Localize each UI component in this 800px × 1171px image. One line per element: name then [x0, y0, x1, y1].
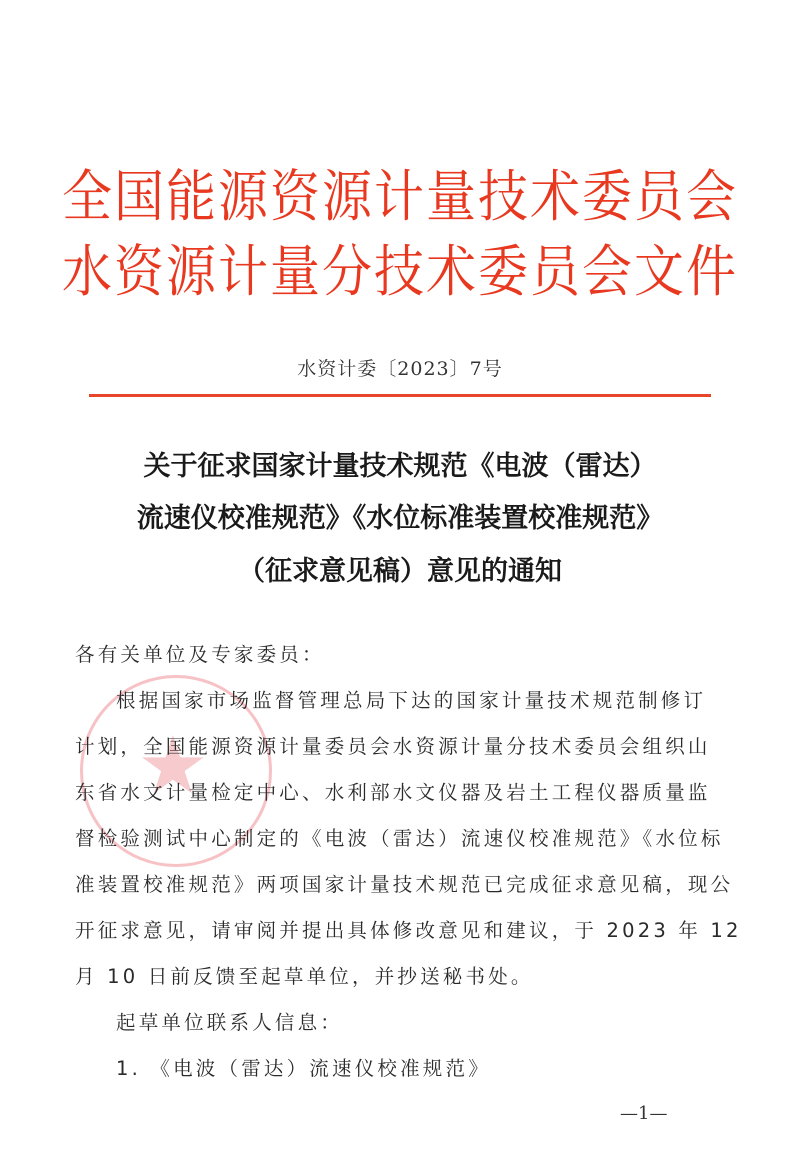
- body-line: 东省水文计量检定中心、水利部水文仪器及岩土工程仪器质量监: [75, 781, 711, 804]
- list-item: 1. 《电波（雷达）流速仪校准规范》: [116, 1057, 491, 1080]
- subject-line-2: 流速仪校准规范》《水位标准装置校准规范》: [136, 503, 664, 534]
- issuer-title-line-2: 水资源计量分技术委员会文件: [62, 239, 738, 305]
- body-line: 督检验测试中心制定的《电波（雷达）流速仪校准规范》《水位标: [75, 827, 724, 850]
- subject-line-3: （征求意见稿）意见的通知: [238, 556, 562, 587]
- body-line: 根据国家市场监督管理总局下达的国家计量技术规范制修订: [116, 689, 707, 712]
- document-number: 水资计委〔2023〕7号: [297, 358, 503, 380]
- salutation: 各有关单位及专家委员：: [75, 643, 325, 666]
- subject-line-1: 关于征求国家计量技术规范《电波（雷达）: [143, 451, 657, 482]
- body-line: 月 10 日前反馈至起草单位，并抄送秘书处。: [75, 965, 534, 988]
- body-line: 准装置校准规范》两项国家计量技术规范已完成征求意见稿，现公: [75, 873, 734, 896]
- red-divider: [89, 394, 711, 397]
- page-number: —1—: [620, 1103, 668, 1124]
- star-icon: ★: [137, 719, 209, 812]
- body-line: 开征求意见，请审阅并提出具体修改意见和建议，于 2023 年 12: [75, 919, 742, 942]
- issuer-title-line-1: 全国能源资源计量技术委员会: [62, 164, 738, 230]
- contact-heading: 起草单位联系人信息：: [116, 1011, 344, 1034]
- body-line: 计划，全国能源资源计量委员会水资源计量分技术委员会组织山: [75, 735, 711, 758]
